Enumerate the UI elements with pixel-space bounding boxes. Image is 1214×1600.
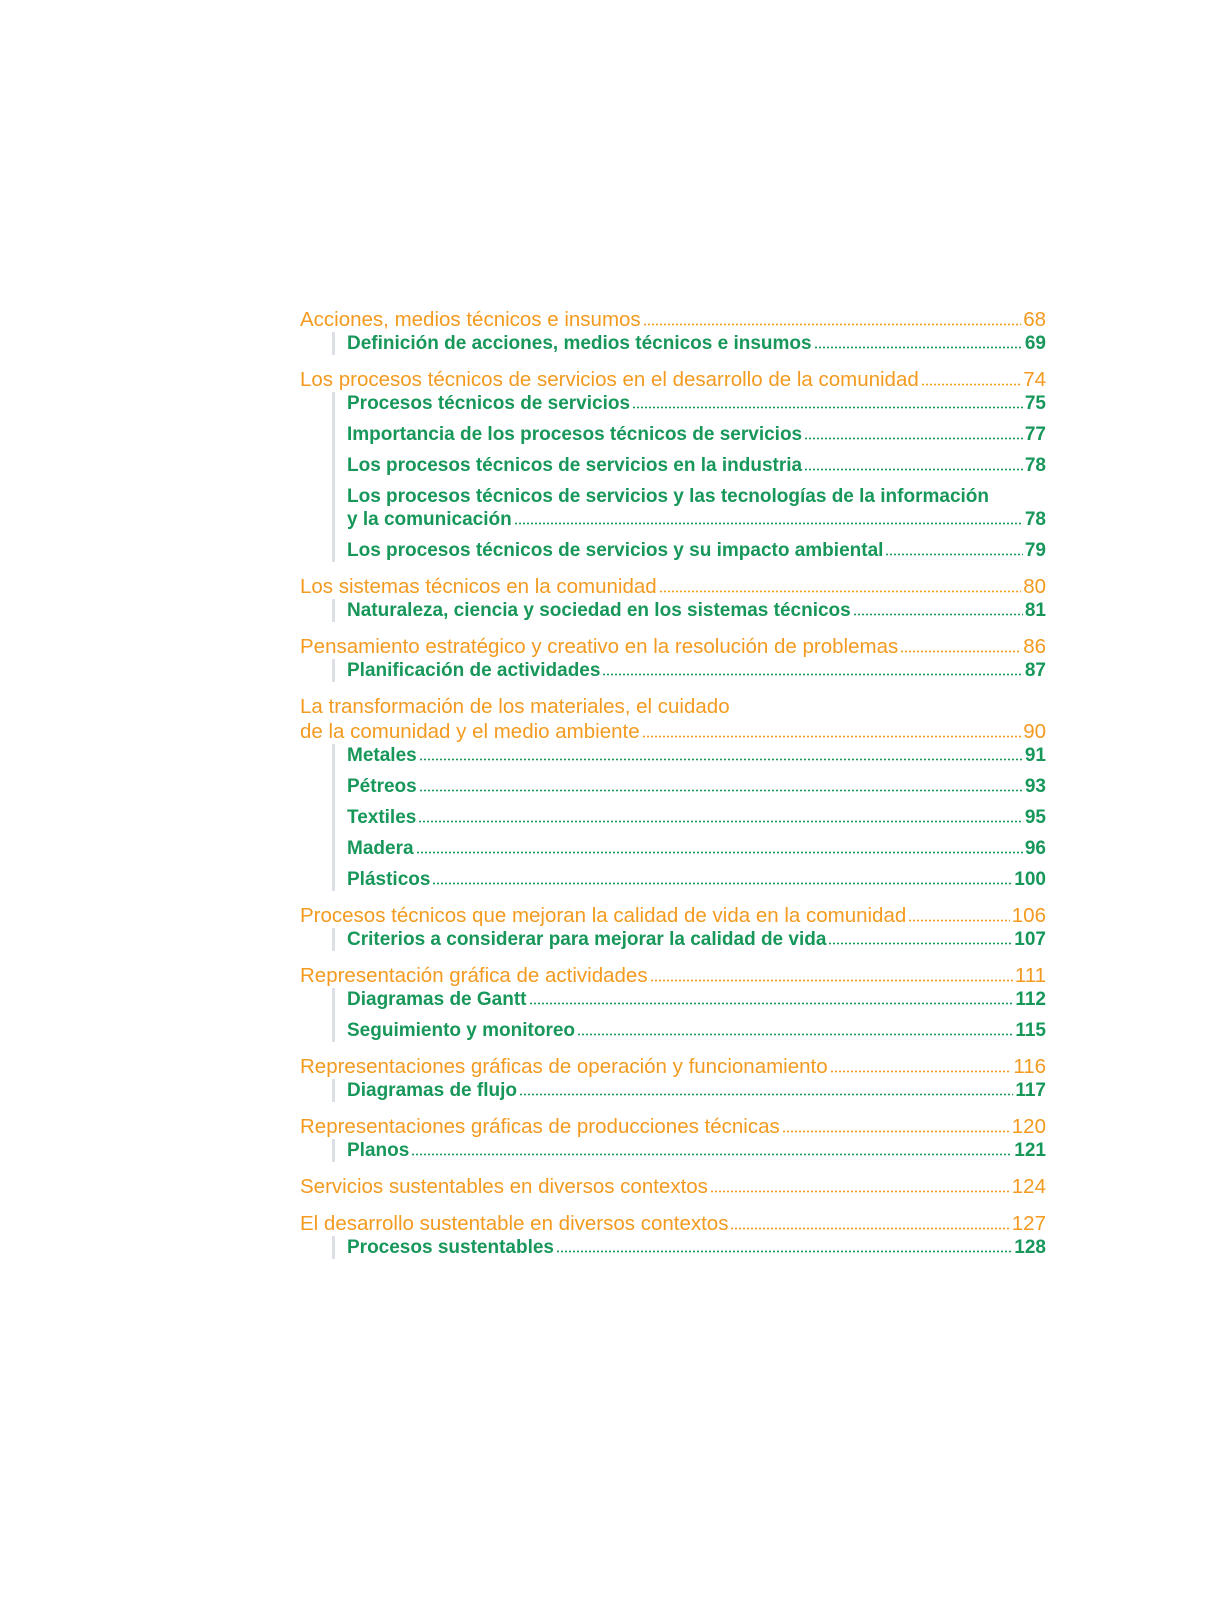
toc-section: [300, 1114, 1046, 1162]
toc-subentry[interactable]: [347, 744, 1046, 767]
toc-subentry[interactable]: [347, 928, 1046, 951]
toc-subentry-title: Procesos técnicos de servicios: [347, 393, 631, 414]
dot-leader: [659, 590, 1022, 593]
toc-subentry[interactable]: [347, 806, 1046, 829]
toc-subsection-list: [332, 659, 1046, 682]
toc-page-number: 79: [1024, 540, 1046, 561]
toc-page-number: 77: [1024, 424, 1046, 445]
toc-subsection-list: [332, 744, 1046, 891]
toc-page-number: 111: [1014, 964, 1046, 987]
toc-section: [300, 574, 1046, 622]
toc-entry-title: El desarrollo sustentable en diversos contextos: [300, 1212, 729, 1235]
toc-subsection-list: [332, 1079, 1046, 1102]
dot-leader: [602, 673, 1022, 676]
dot-leader: [782, 1130, 1010, 1133]
dot-leader: [418, 820, 1023, 823]
toc-page-number: 116: [1013, 1055, 1046, 1078]
toc-entry[interactable]: [300, 1114, 1046, 1139]
toc-entry[interactable]: [300, 1174, 1046, 1199]
dot-leader: [411, 1153, 1012, 1156]
toc-subentry[interactable]: [347, 1019, 1046, 1042]
toc-page-number: 112: [1015, 989, 1046, 1010]
toc-section: [300, 367, 1046, 562]
toc-page-number: 87: [1024, 660, 1046, 681]
toc-page-number: 100: [1014, 869, 1046, 890]
toc-subentry[interactable]: [347, 485, 1046, 531]
toc-page-number: 68: [1023, 308, 1046, 331]
toc-subsection-list: [332, 599, 1046, 622]
toc-page-number: 95: [1024, 807, 1046, 828]
toc-page-number: 69: [1024, 333, 1046, 354]
toc-subentry[interactable]: [347, 599, 1046, 622]
toc-entry-title: Los sistemas técnicos en la comunidad: [300, 575, 657, 598]
toc-subentry-title: Textiles: [347, 807, 417, 828]
toc-page-number: 106: [1011, 904, 1046, 927]
toc-subentry-title: Los procesos técnicos de servicios en la industria: [347, 455, 803, 476]
toc-subentry-title: Los procesos técnicos de servicios y su impacto ambiental: [347, 540, 884, 561]
toc-entry[interactable]: [300, 694, 1046, 744]
toc-entry[interactable]: [300, 903, 1046, 928]
toc-page-number: 86: [1023, 635, 1046, 658]
toc-subentry-title: Pétreos: [347, 776, 417, 797]
toc-entry-title: Acciones, medios técnicos e insumos: [300, 308, 641, 331]
dot-leader: [416, 851, 1023, 854]
dot-leader: [419, 758, 1023, 761]
toc-subentry-title: Plásticos: [347, 869, 431, 890]
toc-subentry[interactable]: [347, 539, 1046, 562]
toc-subentry[interactable]: [347, 1139, 1046, 1162]
table-of-contents: [300, 307, 1046, 1271]
toc-section: [300, 307, 1046, 355]
toc-subentry[interactable]: [347, 837, 1046, 860]
dot-leader: [804, 437, 1023, 440]
toc-entry-title: Representaciones gráficas de operación y funcionamiento: [300, 1055, 828, 1078]
dot-leader: [853, 613, 1023, 616]
toc-subentry[interactable]: [347, 454, 1046, 477]
toc-page-number: 78: [1024, 455, 1046, 476]
dot-leader: [710, 1190, 1010, 1193]
toc-page-number: 96: [1024, 838, 1046, 859]
toc-subentry[interactable]: [347, 775, 1046, 798]
toc-subsection-list: [332, 928, 1046, 951]
toc-page-number: 115: [1015, 1020, 1046, 1041]
dot-leader: [900, 650, 1021, 653]
toc-subentry-title: Criterios a considerar para mejorar la calidad de vida: [347, 929, 827, 950]
toc-subentry-title: Metales: [347, 745, 417, 766]
toc-entry-title: Pensamiento estratégico y creativo en la resolución de problemas: [300, 635, 899, 658]
toc-entry-title: Procesos técnicos que mejoran la calidad de vida en la comunidad: [300, 904, 907, 927]
dot-leader: [885, 553, 1022, 556]
toc-subentry-title: Diagramas de Gantt: [347, 989, 527, 1010]
dot-leader: [828, 942, 1012, 945]
toc-page-number: 81: [1024, 600, 1046, 621]
dot-leader: [830, 1070, 1012, 1073]
toc-section: [300, 1211, 1046, 1259]
dot-leader: [514, 522, 1023, 525]
dot-leader: [577, 1033, 1013, 1036]
toc-entry-title: Representaciones gráficas de producciones técnicas: [300, 1115, 780, 1138]
toc-section: [300, 1054, 1046, 1102]
dot-leader: [730, 1227, 1009, 1230]
toc-entry[interactable]: [300, 307, 1046, 332]
dot-leader: [643, 323, 1022, 326]
toc-entry-title: Servicios sustentables en diversos contextos: [300, 1175, 708, 1198]
toc-subsection-list: [332, 1139, 1046, 1162]
toc-page-number: 75: [1024, 393, 1046, 414]
toc-subentry-title: Planificación de actividades: [347, 660, 601, 681]
dot-leader: [529, 1002, 1014, 1005]
dot-leader: [650, 979, 1013, 982]
toc-page-number: 121: [1014, 1140, 1046, 1161]
toc-page-number: 93: [1024, 776, 1046, 797]
dot-leader: [908, 919, 1010, 922]
toc-subentry-title: Seguimiento y monitoreo: [347, 1020, 576, 1041]
toc-subentry-title: Diagramas de flujo: [347, 1080, 517, 1101]
toc-subentry[interactable]: [347, 988, 1046, 1011]
toc-entry[interactable]: [300, 963, 1046, 988]
toc-subsection-list: [332, 988, 1046, 1042]
toc-subentry[interactable]: [347, 868, 1046, 891]
dot-leader: [432, 882, 1012, 885]
toc-entry-title: Representación gráfica de actividades: [300, 964, 648, 987]
toc-subentry[interactable]: [347, 332, 1046, 355]
toc-page-number: 128: [1014, 1237, 1046, 1258]
dot-leader: [632, 406, 1023, 409]
toc-page-number: 74: [1023, 368, 1046, 391]
toc-subsection-list: [332, 1236, 1046, 1259]
toc-subsection-list: [332, 392, 1046, 562]
toc-page-number: 107: [1014, 929, 1046, 950]
toc-entry-title: de la comunidad y el medio ambiente: [300, 720, 640, 743]
toc-section: [300, 963, 1046, 1042]
toc-page-number: 80: [1023, 575, 1046, 598]
dot-leader: [556, 1250, 1012, 1253]
dot-leader: [814, 346, 1023, 349]
toc-entry[interactable]: [300, 1211, 1046, 1236]
toc-entry[interactable]: [300, 1054, 1046, 1079]
toc-page-number: 90: [1023, 720, 1046, 743]
toc-entry[interactable]: [300, 634, 1046, 659]
dot-leader: [804, 468, 1023, 471]
toc-subentry[interactable]: [347, 659, 1046, 682]
toc-subentry-title-line1: Los procesos técnicos de servicios y las tecnologías de la información: [347, 486, 990, 507]
toc-subentry-title: Madera: [347, 838, 414, 859]
toc-subentry-title: Planos: [347, 1140, 410, 1161]
toc-subentry[interactable]: [347, 1079, 1046, 1102]
toc-page-number: 127: [1011, 1212, 1046, 1235]
toc-entry[interactable]: [300, 367, 1046, 392]
toc-section: [300, 1174, 1046, 1199]
toc-page-number: 91: [1024, 745, 1046, 766]
toc-subentry[interactable]: [347, 423, 1046, 446]
toc-entry-title-line1: La transformación de los materiales, el cuidado: [300, 695, 730, 718]
toc-subentry[interactable]: [347, 1236, 1046, 1259]
toc-subentry-title: Naturaleza, ciencia y sociedad en los sistemas técnicos: [347, 600, 851, 621]
toc-page-number: 120: [1011, 1115, 1046, 1138]
dot-leader: [519, 1093, 1013, 1096]
toc-entry[interactable]: [300, 574, 1046, 599]
toc-subentry[interactable]: [347, 392, 1046, 415]
toc-entry-title: Los procesos técnicos de servicios en el desarrollo de la comunidad: [300, 368, 919, 391]
toc-page-number: 124: [1011, 1175, 1046, 1198]
toc-subentry-title: y la comunicación: [347, 509, 512, 530]
dot-leader: [642, 735, 1022, 738]
toc-subentry-title: Procesos sustentables: [347, 1237, 554, 1258]
toc-section: [300, 694, 1046, 891]
toc-section: [300, 903, 1046, 951]
toc-subentry-title: Definición de acciones, medios técnicos e insumos: [347, 333, 812, 354]
dot-leader: [419, 789, 1023, 792]
dot-leader: [921, 383, 1021, 386]
toc-section: [300, 634, 1046, 682]
toc-page-number: 78: [1024, 509, 1046, 530]
toc-page-number: 117: [1015, 1080, 1046, 1101]
toc-subentry-title: Importancia de los procesos técnicos de servicios: [347, 424, 803, 445]
toc-subsection-list: [332, 332, 1046, 355]
